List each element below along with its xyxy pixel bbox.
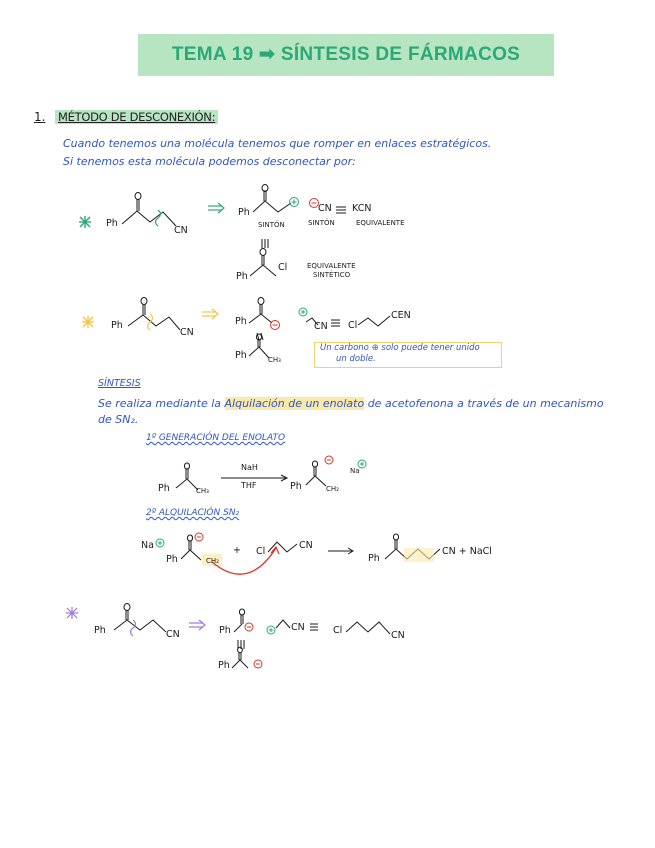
identity-sign bbox=[336, 207, 346, 213]
cut-mark-3 bbox=[131, 620, 136, 636]
note-line-1: Un carbono ⊕ solo puede tener unido bbox=[320, 343, 480, 353]
retro-arrow-2 bbox=[202, 309, 218, 319]
cl-label-2: Cl bbox=[348, 320, 358, 331]
retro-arrow-3 bbox=[189, 620, 205, 630]
chlorobutanenitrile-skeleton bbox=[346, 622, 390, 634]
molecule-3-skeleton bbox=[114, 604, 166, 633]
product-tail: CN + NaCl bbox=[442, 546, 492, 557]
ph-label-2: Ph bbox=[111, 320, 123, 331]
ph-label-s1: Ph bbox=[158, 483, 170, 494]
cn-label-synthon: CN bbox=[318, 203, 332, 214]
synthetic-equivalent-skeleton bbox=[250, 249, 276, 277]
ph-label-1: Ph bbox=[106, 218, 118, 229]
cn-label-2: CN bbox=[180, 327, 194, 338]
section-heading: MÉTODO DE DESCONEXIÓN: bbox=[55, 110, 218, 124]
ph-label-3c: Ph bbox=[218, 660, 230, 671]
enolate-skeleton-2 bbox=[181, 535, 201, 560]
synthesis-line-1: Se realiza mediante la Alquilación de un enolato de acetofenona a través de un mecanismo bbox=[98, 397, 604, 410]
identity-sign-3 bbox=[310, 624, 318, 630]
ph-label-product: Ph bbox=[368, 553, 380, 564]
acyl-anion-skeleton bbox=[234, 609, 245, 632]
page-title: TEMA 19 ➡ SÍNTESIS DE FÁRMACOS bbox=[171, 44, 521, 65]
plus-charge-icon bbox=[290, 198, 299, 207]
equiv-synth-label-2: SINTÉTICO bbox=[313, 271, 351, 279]
na-label-s1: Na bbox=[350, 467, 360, 475]
highlight-new-bond bbox=[404, 548, 434, 562]
kcn-label: KCN bbox=[352, 203, 372, 214]
cen-label: CEN bbox=[391, 310, 411, 321]
synthesis-heading: SÍNTESIS bbox=[98, 378, 141, 389]
enolate-skeleton bbox=[306, 461, 326, 486]
ph-label-acyl: Ph bbox=[235, 316, 247, 327]
reagent-top: NaH bbox=[241, 463, 258, 472]
cut-mark-1 bbox=[156, 210, 161, 226]
ch3-label-s1: CH₃ bbox=[196, 487, 209, 495]
equiv-synth-label-1: EQUIVALENTE bbox=[307, 262, 356, 270]
ch2-label-s1: CH₂ bbox=[326, 485, 339, 493]
reaction-arrow-2 bbox=[328, 548, 353, 554]
cn-label-3: CN bbox=[166, 629, 180, 640]
synthesis-line-2: de SN₂. bbox=[98, 413, 139, 426]
minus-charge-icon-4 bbox=[195, 533, 203, 541]
cn-label-3c: CN bbox=[391, 630, 405, 641]
acyl-fragment-skeleton bbox=[249, 298, 272, 324]
cl-label-s2: Cl bbox=[256, 546, 266, 557]
ph-label-methyl: Ph bbox=[235, 350, 247, 361]
cn-label-1: CN bbox=[174, 225, 188, 236]
intro-line-2: Si tenemos esta molécula podemos desconectar por: bbox=[63, 155, 356, 168]
plus-charge-icon-5 bbox=[267, 626, 275, 634]
retro-arrow-1 bbox=[208, 203, 224, 213]
identity-sign-2 bbox=[331, 320, 340, 326]
plus-charge-icon-4 bbox=[156, 539, 164, 547]
cl-label-equiv: Cl bbox=[278, 262, 288, 273]
chloro-nitrile-skeleton bbox=[358, 316, 390, 326]
purple-star-icon bbox=[66, 607, 78, 619]
acetophenone-skeleton bbox=[176, 463, 198, 490]
na-label-s2: Na bbox=[141, 540, 154, 551]
vertical-identity-sign bbox=[262, 239, 268, 248]
ph-label-synthon: Ph bbox=[238, 207, 250, 218]
green-star-icon bbox=[79, 216, 91, 228]
synthon-label-2: SINTÓN bbox=[308, 219, 335, 227]
ph-label-s2: Ph bbox=[166, 554, 178, 565]
ph-label-s1b: Ph bbox=[290, 481, 302, 492]
molecule-1-skeleton bbox=[122, 193, 176, 227]
intro-line-1: Cuando tenemos una molécula tenemos que romper en enlaces estratégicos. bbox=[63, 137, 492, 150]
reagent-bottom: THF bbox=[241, 481, 257, 490]
minus-charge-icon-2 bbox=[271, 321, 280, 330]
ch3-label: CH₃ bbox=[268, 356, 281, 364]
note-line-2: un doble. bbox=[336, 354, 376, 364]
molecule-2-skeleton bbox=[128, 298, 180, 331]
minus-charge-icon-3 bbox=[325, 456, 333, 464]
yellow-star-icon bbox=[82, 316, 94, 328]
carboxylate-skeleton bbox=[232, 647, 248, 668]
minus-charge-icon-5 bbox=[245, 623, 253, 631]
plus-charge-icon-2 bbox=[299, 308, 307, 316]
cn-label-s2: CN bbox=[299, 540, 313, 551]
highlight-phrase: Alquilación de un enolato bbox=[224, 397, 365, 410]
ph-label-3: Ph bbox=[94, 625, 106, 636]
ch2-label-s2: CH₂ bbox=[206, 557, 219, 565]
minus-charge-icon-6 bbox=[254, 660, 262, 668]
equivalent-label: EQUIVALENTE bbox=[356, 219, 405, 227]
cn-label-3b: CN bbox=[291, 622, 305, 633]
synthon-label: SINTÓN bbox=[258, 221, 285, 229]
plus-sign: + bbox=[233, 545, 241, 556]
ph-label-3b: Ph bbox=[219, 625, 231, 636]
section-number: 1. bbox=[34, 110, 46, 124]
step-1-heading: 1º GENERACIÓN DEL ENOLATO bbox=[146, 433, 286, 443]
step-2-heading: 2º ALQUILACIÓN SN₂ bbox=[146, 508, 240, 518]
cn-label-frag: CN bbox=[314, 321, 328, 332]
ph-label-equiv: Ph bbox=[236, 271, 248, 282]
synthon-skeleton bbox=[253, 185, 291, 213]
methyl-ketone-skeleton bbox=[249, 334, 269, 358]
cl-label-3: Cl bbox=[333, 625, 343, 636]
